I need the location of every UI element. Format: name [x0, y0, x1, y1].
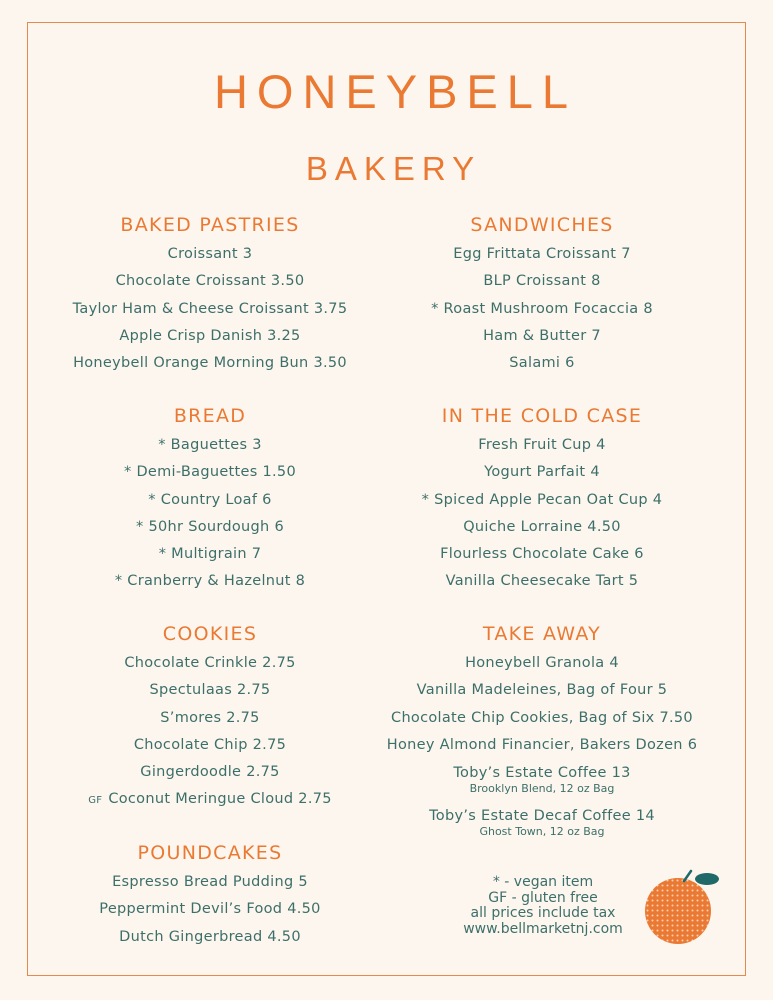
brand-subtitle: BAKERY: [305, 150, 482, 187]
section-poundcakes: [40, 839, 380, 951]
menu-item: Espresso Bread Pudding 5: [112, 874, 308, 890]
menu-item: * 50hr Sourdough 6: [136, 518, 284, 535]
section-bread: [40, 402, 380, 596]
orange-body: [645, 878, 711, 944]
section-sandwiches: [372, 211, 712, 377]
menu-item: Apple Crisp Danish 3.25: [119, 327, 301, 344]
menu-item: Toby’s Estate Coffee 13: [453, 765, 631, 782]
section-title: SANDWICHES: [470, 214, 614, 236]
menu-item: * Baguettes 3: [158, 437, 262, 453]
section-take-away: [372, 620, 712, 841]
menu-item: Egg Frittata Croissant 7: [453, 246, 631, 262]
menu-item: S’mores 2.75: [160, 709, 260, 726]
section-cookies: [40, 620, 380, 814]
menu-item: Honey Almond Financier, Bakers Dozen 6: [386, 736, 698, 753]
orange-fruit-icon: [640, 868, 724, 946]
orange-leaf: [695, 873, 719, 885]
website-link[interactable]: www.bellmarketnj.com: [463, 920, 623, 937]
menu-item: * Roast Mushroom Focaccia 8: [431, 300, 653, 317]
section-title: IN THE COLD CASE: [441, 405, 643, 427]
menu-item: Croissant 3: [167, 246, 253, 262]
menu-item: Taylor Ham & Cheese Croissant 3.75: [72, 300, 348, 317]
section-title: COOKIES: [162, 623, 258, 645]
menu-item: Dutch Gingerbread 4.50: [119, 928, 301, 945]
menu-item: * Multigrain 7: [158, 546, 262, 563]
menu-item: Chocolate Chip Cookies, Bag of Six 7.50: [391, 709, 693, 726]
menu-item: * Country Loaf 6: [148, 491, 272, 508]
menu-item: Chocolate Croissant 3.50: [115, 273, 305, 290]
menu-item: Salami 6: [509, 355, 575, 372]
menu-item: * Demi-Baguettes 1.50: [123, 464, 296, 481]
menu-item: Chocolate Chip 2.75: [133, 736, 287, 753]
menu-item: Toby’s Estate Decaf Coffee 14: [429, 808, 655, 825]
menu-item: Vanilla Madeleines, Bag of Four 5: [416, 682, 668, 699]
legend-tax-note: all prices include tax: [470, 905, 616, 921]
menu-item: Vanilla Cheesecake Tart 5: [445, 573, 639, 590]
legend: [433, 875, 653, 937]
section-title: BAKED PASTRIES: [120, 214, 300, 236]
legend-vegan: * - vegan item: [492, 874, 594, 890]
section-title: TAKE AWAY: [482, 623, 602, 645]
menu-item-label: Coconut Meringue Cloud 2.75: [108, 791, 332, 808]
menu-item-gluten-free: [40, 786, 380, 813]
section-baked-pastries: [40, 211, 380, 377]
section-cold-case: [372, 402, 712, 596]
menu-item: Chocolate Crinkle 2.75: [124, 655, 296, 671]
legend-gluten-free: GF - gluten free: [488, 889, 598, 906]
menu-item: Quiche Lorraine 4.50: [463, 518, 621, 535]
menu-item: Fresh Fruit Cup 4: [478, 437, 606, 453]
section-title: POUNDCAKES: [137, 842, 283, 864]
menu-item: Honeybell Granola 4: [465, 655, 619, 671]
menu-item-note: Ghost Town, 12 oz Bag: [479, 825, 605, 839]
gf-tag: GF: [88, 795, 103, 807]
menu-item: Peppermint Devil’s Food 4.50: [99, 901, 321, 918]
menu-item: Gingerdoodle 2.75: [140, 764, 280, 781]
menu-item: Honeybell Orange Morning Bun 3.50: [73, 355, 347, 372]
menu-item: BLP Croissant 8: [483, 273, 601, 290]
menu-item: Spectulaas 2.75: [149, 682, 271, 699]
menu-item: Yogurt Parfait 4: [484, 464, 600, 481]
section-title: BREAD: [173, 405, 247, 427]
menu-item: Flourless Chocolate Cake 6: [440, 546, 644, 563]
menu-item-note: Brooklyn Blend, 12 oz Bag: [469, 782, 615, 796]
brand-title: HONEYBELL: [213, 65, 578, 118]
menu-item: * Spiced Apple Pecan Oat Cup 4: [421, 491, 663, 508]
menu-item: Ham & Butter 7: [483, 327, 601, 344]
menu-item: * Cranberry & Hazelnut 8: [114, 573, 306, 590]
